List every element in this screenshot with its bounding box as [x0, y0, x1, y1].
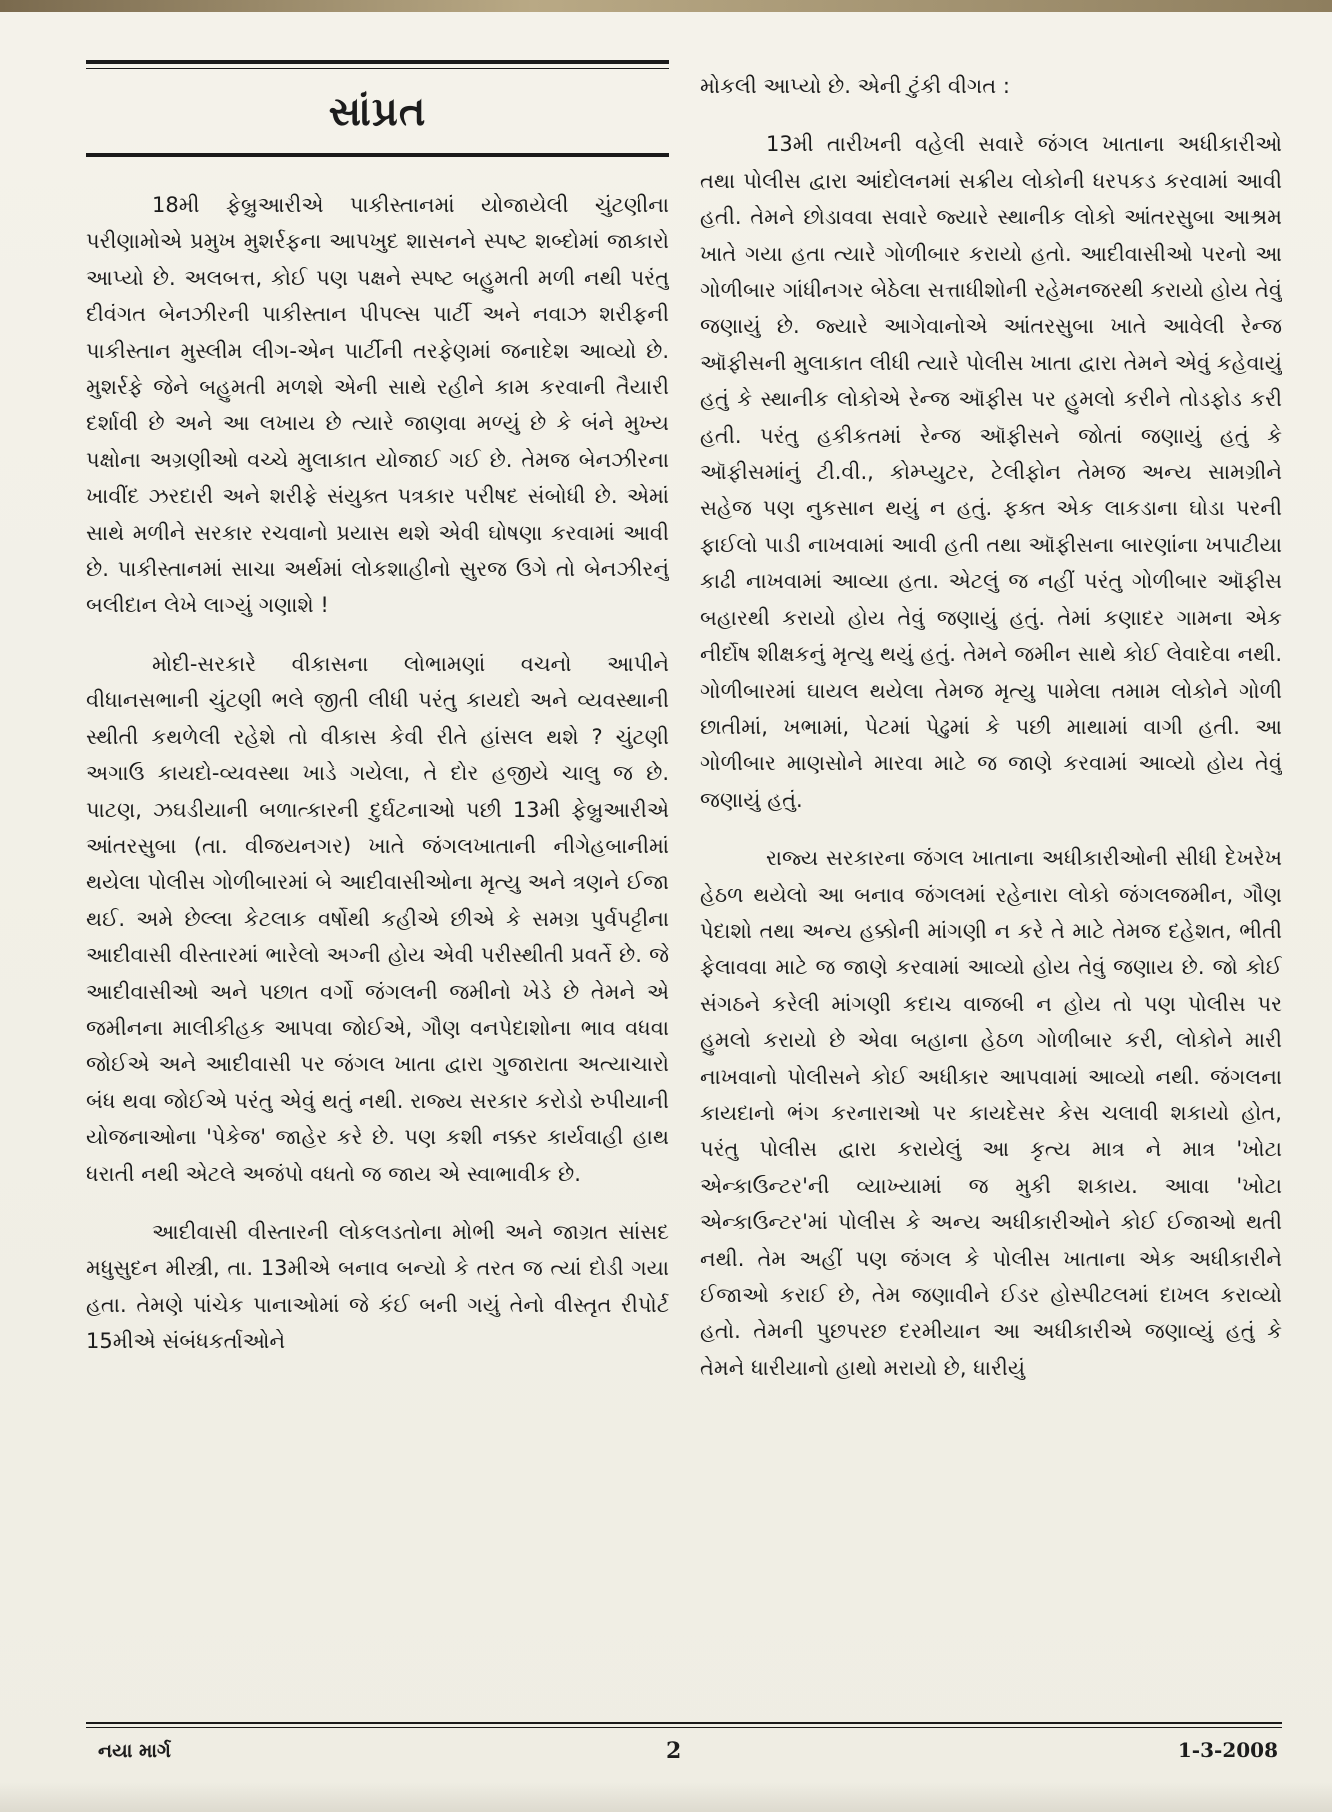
publication-name: નયા માર્ગ — [98, 1740, 171, 1762]
paragraph-fake-encounter: રાજ્ય સરકારના જંગલ ખાતાના અધીકારીઓની સીધી દેખરેખ હેઠળ થયેલો આ બનાવ જંગલમાં રહેનારા લોકો જંગલજમીન, ગૌણ પેદાશો તથા અન્ય હક્કોની માંગણી ન કરે તે માટે તેમજ દહેશત, ભીતી ફેલાવવા માટે જ જાણે કરવામાં આવ્યો હોય તેવું જણાય છે. જો કોઈ સંગઠને કરેલી માંગણી કદાચ વાજબી ન હોય તો પણ પોલીસ પર હુમલો કરાયો છે એવા બહાના હેઠળ ગોળીબાર કરી, લોકોને મારી નાખવાનો પોલીસને કોઈ અધીકાર આપવામાં આવ્યો નથી. જંગલના કાયદાનો ભંગ કરનારાઓ પર કાયદેસર કેસ ચલાવી શકાયો હોત, પરંતુ પોલીસ દ્વારા કરાયેલું આ કૃત્ય માત્ર ને માત્ર 'ખોટા એન્કાઉન્ટર'ની વ્યાખ્યામાં જ મુકી શકાય. આવા 'ખોટા એન્કાઉન્ટર'માં પોલીસ કે અન્ય અધીકારીઓને કોઈ ઈજાઓ થતી નથી. તેમ અહીં પણ જંગલ કે પોલીસ ખાતાના એક અધીકારીને ઈજાઓ કરાઈ છે, તેમ જણાવીને ઈડર હોસ્પીટલમાં દાખલ કરાવ્યો હતો. તેમની પુછપરછ દરમીયાન આ અધીકારીએ જણાવ્યું હતું કે તેમને ધારીયાનો હાથો મરાયો છે, ધારીયું — [700, 846, 1282, 1380]
footer-rule — [86, 1722, 1282, 1724]
paragraph-modi-government: મોદી-સરકારે વીકાસના લોભામણાં વચનો આપીને વીધાનસભાની ચુંટણી ભલે જીતી લીધી પરંતુ કાયદો અને વ્યવસ્થાની સ્થીતી કથળેલી રહેશે તો વીકાસ કેવી રીતે હાંસલ થશે ? ચુંટણી અગાઉ કાયદો-વ્યવસ્થા ખાડે ગયેલા, તે દોર હજીયે ચાલુ જ છે. પાટણ, ઝઘડીયાની બળાત્કારની દુર્ઘટનાઓ પછી 13મી ફેબ્રુઆરીએ આંતરસુબા (તા. વીજયનગર) ખાતે જંગલખાતાની નીગેહબાનીમાં થયેલા પોલીસ ગોળીબારમાં બે આદીવાસીઓના મૃત્યુ અને ત્રણને ઈજા થઈ. અમે છેલ્લા કેટલાક વર્ષોથી કહીએ છીએ કે સમગ્ર પુર્વપટ્ટીના આદીવાસી વીસ્તારમાં ભારેલો અગ્ની હોય એવી પરીસ્થીતી પ્રવર્તે છે. જે આદીવાસીઓ અને પછાત વર્ગો જંગલની જમીનો ખેડે છે તેમને એ જમીનના માલીકીહક આપવા જોઈએ, ગૌણ વનપેદાશોના ભાવ વધવા જોઈએ અને આદીવાસી પર જંગલ ખાતા દ્વારા ગુજારાતા અત્યાચારો બંધ થવા જોઈએ પરંતુ એવું થતું નથી. રાજ્ય સરકાર કરોડો રુપીયાની યોજનાઓના 'પેકેજ' જાહેર કરે છે. પણ કશી નક્કર કાર્યવાહી હાથ ધરાતી નથી એટલે અજંપો વધતો જ જાય એ સ્વાભાવીક છે. — [86, 651, 669, 1186]
right-column — [700, 68, 1282, 1712]
page-number: 2 — [666, 1738, 682, 1764]
page-footer — [86, 1722, 1282, 1768]
paragraph-pakistan-election: 18મી ફેબ્રુઆરીએ પાકીસ્તાનમાં યોજાયેલી ચુંટણીના પરીણામોએ પ્રમુખ મુશર્રફના આપખુદ શાસનને સ્પષ્ટ શબ્દોમાં જાકારો આપ્યો છે. અલબત્ત, કોઈ પણ પક્ષને સ્પષ્ટ બહુમતી મળી નથી પરંતુ દીવંગત બેનઝીરની પાકીસ્તાન પીપલ્સ પાર્ટી અને નવાઝ શરીફની પાકીસ્તાન મુસ્લીમ લીગ-એન પાર્ટીની તરફેણમાં જનાદેશ આવ્યો છે. મુશર્રફે જેને બહુમતી મળશે એની સાથે રહીને કામ કરવાની તૈયારી દર્શાવી છે અને આ લખાય છે ત્યારે જાણવા મળ્યું છે કે બંને મુખ્ય પક્ષોના અગ્રણીઓ વચ્ચે મુલાકાત યોજાઈ ગઈ છે. તેમજ બેનઝીરના ખાવીંદ ઝરદારી અને શરીફે સંયુક્ત પત્રકાર પરીષદ સંબોધી છે. એમાં સાથે મળીને સરકાર રચવાનો પ્રયાસ થશે એવી ઘોષણા કરવામાં આવી છે. પાકીસ્તાનમાં સાચા અર્થમાં લોકશાહીનો સુરજ ઉગે તો બેનઝીરનું બલીદાન લેખે લાગ્યું ગણાશે ! — [86, 193, 669, 618]
paragraph-firing-account: 13મી તારીખની વહેલી સવારે જંગલ ખાતાના અધીકારીઓ તથા પોલીસ દ્વારા આંદોલનમાં સક્રીય લોકોની ધરપકડ કરવામાં આવી હતી. તેમને છોડાવવા સવારે જ્યારે સ્થાનીક લોકો આંતરસુબા આશ્રમ ખાતે ગયા હતા ત્યારે ગોળીબાર કરાયો હતો. આદીવાસીઓ પરનો આ ગોળીબાર ગાંધીનગર બેઠેલા સત્તાધીશોની રહેમનજરથી કરાયો હોય તેવું જણાયું છે. જ્યારે આગેવાનોએ આંતરસુબા ખાતે આવેલી રેન્જ ઑફીસની મુલાકાત લીધી ત્યારે પોલીસ ખાતા દ્વારા તેમને એવું કહેવાયું હતું કે સ્થાનીક લોકોએ રેન્જ ઑફીસ પર હુમલો કરીને તોડફોડ કરી હતી. પરંતુ હકીકતમાં રેન્જ ઑફીસને જોતાં જણાયું હતું કે ઑફીસમાંનું ટી.વી., કોમ્પ્યુટર, ટેલીફોન તેમજ અન્ય સામગ્રીને સહેજ પણ નુકસાન થયું ન હતું. ફક્ત એક લાકડાના ઘોડા પરની ફાઈલો પાડી નાખવામાં આવી હતી તથા ઑફીસના બારણાંના ખપાટીયા કાઢી નાખવામાં આવ્યા હતા. એટલું જ નહીં પરંતુ ગોળીબાર ઑફીસ બહારથી કરાયો હોય તેવું જણાયું હતું. તેમાં કણાદર ગામના એક નીર્દોષ શીક્ષકનું મૃત્યુ થયું હતું. તેમને જમીન સાથે કોઈ લેવાદેવા નથી. ગોળીબારમાં ઘાયલ થયેલા તેમજ મૃત્યુ પામેલા તમામ લોકોને ગોળી છાતીમાં, ખભામાં, પેટમાં પેઢુમાં કે પછી માથામાં વાગી હતી. આ ગોળીબાર માણસોને મારવા માટે જ જાણે કરવામાં આવ્યો હોય તેવું જણાયું હતું. — [700, 132, 1282, 812]
paragraph-madhusudan-mistry: આદીવાસી વીસ્તારની લોકલડતોના મોભી અને જાગ્રત સાંસદ મધુસુદન મીસ્ત્રી, તા. 13મીએ બનાવ બન્યો કે તરત જ ત્યાં દોડી ગયા હતા. તેમણે પાંચેક પાનાઓમાં જે કંઈ બની ગયું તેનો વીસ્તૃત રીપોર્ટ 15મીએ સંબંધકર્તાઓને — [86, 1219, 669, 1354]
header-rule-top-thin — [86, 68, 669, 69]
section-title: સાંપ્રત — [328, 89, 427, 135]
page-top-edge — [0, 0, 1332, 12]
header-rule-top — [86, 60, 669, 64]
header-rule-bottom — [86, 153, 669, 157]
issue-date: 1-3-2008 — [1177, 1738, 1278, 1762]
left-column — [86, 60, 669, 1712]
page-bottom-shade — [0, 1782, 1332, 1812]
section-header — [86, 60, 669, 157]
footer-row — [86, 1728, 1282, 1768]
paragraph-report-intro: મોકલી આપ્યો છે. એની ટુંકી વીગત : — [700, 74, 1010, 98]
